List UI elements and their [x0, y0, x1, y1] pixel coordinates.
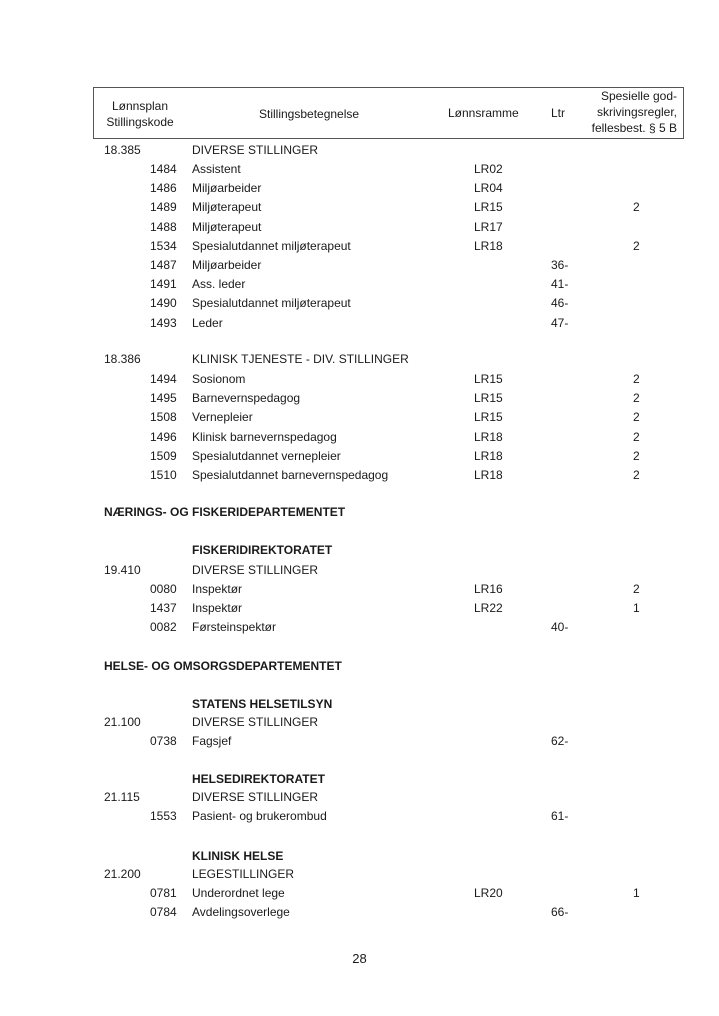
plan-code: 18.385 — [104, 143, 141, 157]
position-code: 0082 — [150, 620, 177, 635]
special-rule: 2 — [633, 200, 640, 215]
group-header-row — [0, 350, 719, 369]
group-title: DIVERSE STILLINGER — [192, 563, 319, 577]
salary-step: 66- — [551, 905, 569, 920]
table-row — [0, 237, 719, 256]
position-name: Spesialutdannet vernepleier — [192, 448, 341, 463]
salary-frame: LR15 — [474, 372, 503, 386]
position-code: 1496 — [150, 429, 177, 444]
position-code: 0738 — [150, 734, 177, 748]
table-row — [0, 428, 719, 447]
position-name: Miljøarbeider — [192, 181, 262, 196]
table-row — [0, 447, 719, 466]
table-row — [0, 389, 719, 408]
group-title: DIVERSE STILLINGER — [192, 715, 319, 729]
position-name: Fagsjef — [192, 734, 232, 748]
table-row — [0, 580, 719, 599]
salary-step: 46- — [551, 296, 569, 311]
agency-heading: FISKERIDIREKTORATET — [192, 543, 333, 557]
position-code: 1489 — [150, 200, 177, 215]
salary-frame: LR17 — [474, 219, 503, 234]
salary-frame: LR18 — [474, 429, 503, 444]
table-row — [0, 903, 719, 922]
salary-step: 41- — [551, 277, 569, 292]
position-code: 1437 — [150, 601, 177, 616]
table-row — [0, 256, 719, 275]
position-code: 1508 — [150, 410, 177, 425]
position-name: Førsteinspektør — [192, 620, 277, 635]
position-name: Sosionom — [192, 372, 246, 386]
plan-code: 19.410 — [104, 563, 141, 577]
salary-frame: LR18 — [474, 468, 503, 482]
header-title: Stillingsbetegnelse — [259, 107, 360, 121]
salary-step: 40- — [551, 620, 569, 635]
table-row — [0, 807, 719, 826]
salary-step: 62- — [551, 734, 569, 748]
position-code: 1534 — [150, 238, 177, 253]
table-row — [0, 294, 719, 313]
special-rule: 2 — [633, 391, 640, 406]
position-code: 1488 — [150, 219, 177, 234]
special-rule: 2 — [633, 238, 640, 253]
position-code: 1493 — [150, 315, 177, 330]
position-name: Klinisk barnevernspedagog — [192, 429, 337, 444]
position-code: 1495 — [150, 391, 177, 406]
table-row — [0, 618, 719, 637]
plan-code: 21.115 — [104, 790, 140, 804]
special-rule: 2 — [633, 410, 640, 425]
position-code: 1487 — [150, 258, 177, 272]
position-name: Spesialutdannet miljøterapeut — [192, 296, 351, 311]
group-header-row — [0, 561, 719, 580]
salary-frame: LR18 — [474, 448, 503, 463]
salary-frame: LR18 — [474, 238, 503, 253]
table-row — [0, 160, 719, 179]
position-code: 1553 — [150, 809, 177, 823]
salary-step: 61- — [551, 809, 569, 823]
position-name: Inspektør — [192, 601, 243, 616]
salary-frame: LR04 — [474, 181, 503, 196]
special-rule: 2 — [633, 582, 640, 596]
salary-step: 36- — [551, 258, 569, 272]
salary-frame: LR15 — [474, 200, 503, 215]
position-name: Miljøarbeider — [192, 258, 262, 272]
header-special: Spesielle god-skrivingsregler, fellesbest. § 5 B — [591, 89, 677, 135]
group-header-row — [0, 713, 719, 732]
table-row — [0, 408, 719, 427]
position-name: Barnevernspedagog — [192, 391, 301, 406]
position-name: Pasient- og brukerombud — [192, 809, 327, 823]
table-row — [0, 884, 719, 903]
position-code: 1484 — [150, 162, 177, 176]
special-rule: 1 — [633, 601, 640, 616]
position-code: 0784 — [150, 905, 177, 920]
salary-frame: LR20 — [474, 886, 503, 900]
table-row — [0, 179, 719, 198]
plan-code: 18.386 — [104, 352, 141, 366]
position-code: 1509 — [150, 448, 177, 463]
position-code: 0781 — [150, 886, 177, 900]
position-name: Spesialutdannet barnevernspedagog — [192, 468, 389, 482]
position-name: Leder — [192, 315, 223, 330]
special-rule: 2 — [633, 372, 640, 386]
position-code: 1491 — [150, 277, 177, 292]
table-row — [0, 218, 719, 237]
table-row — [0, 599, 719, 618]
salary-frame: LR15 — [474, 391, 503, 406]
position-code: 0080 — [150, 582, 177, 596]
table-row — [0, 370, 719, 389]
special-rule: 2 — [633, 448, 640, 463]
position-code: 1494 — [150, 372, 177, 386]
header-plan: Lønnsplan Stillingskode — [106, 99, 174, 129]
position-name: Miljøterapeut — [192, 219, 262, 234]
group-title: DIVERSE STILLINGER — [192, 143, 319, 157]
group-header-row — [0, 865, 719, 884]
salary-frame: LR22 — [474, 601, 503, 616]
position-name: Underordnet lege — [192, 886, 285, 900]
position-code: 1486 — [150, 181, 177, 196]
position-name: Miljøterapeut — [192, 200, 262, 215]
special-rule: 1 — [633, 886, 640, 900]
table-header — [93, 87, 684, 139]
special-rule: 2 — [633, 429, 640, 444]
position-name: Avdelingsoverlege — [192, 905, 290, 920]
group-header-row — [0, 788, 719, 807]
position-name: Spesialutdannet miljøterapeut — [192, 238, 351, 253]
position-name: Ass. leder — [192, 277, 246, 292]
plan-code: 21.200 — [104, 867, 141, 881]
position-code: 1490 — [150, 296, 177, 311]
agency-heading: HELSEDIREKTORATET — [192, 772, 325, 786]
position-name: Assistent — [192, 162, 241, 176]
table-row — [0, 275, 719, 294]
department-heading: HELSE- OG OMSORGSDEPARTEMENTET — [104, 659, 342, 673]
table-row — [0, 732, 719, 751]
page-number: 28 — [352, 951, 367, 966]
salary-frame: LR16 — [474, 582, 503, 596]
department-heading: NÆRINGS- OG FISKERIDEPARTEMENTET — [104, 505, 346, 519]
salary-step: 47- — [551, 315, 569, 330]
salary-frame: LR15 — [474, 410, 503, 425]
header-lr: Lønnsramme — [448, 106, 519, 120]
table-row — [0, 198, 719, 217]
group-header-row — [0, 141, 719, 160]
special-rule: 2 — [633, 468, 640, 482]
table-row — [0, 466, 719, 485]
group-title: LEGESTILLINGER — [192, 867, 295, 881]
header-ltr: Ltr — [551, 106, 566, 120]
plan-code: 21.100 — [104, 715, 141, 729]
position-code: 1510 — [150, 468, 177, 482]
group-title: DIVERSE STILLINGER — [192, 790, 319, 804]
table-row — [0, 314, 719, 333]
salary-frame: LR02 — [474, 162, 503, 176]
agency-heading: STATENS HELSETILSYN — [192, 697, 333, 711]
agency-heading: KLINISK HELSE — [192, 849, 284, 863]
group-title: KLINISK TJENESTE - DIV. STILLINGER — [192, 352, 409, 366]
position-name: Vernepleier — [192, 410, 253, 425]
position-name: Inspektør — [192, 582, 243, 596]
